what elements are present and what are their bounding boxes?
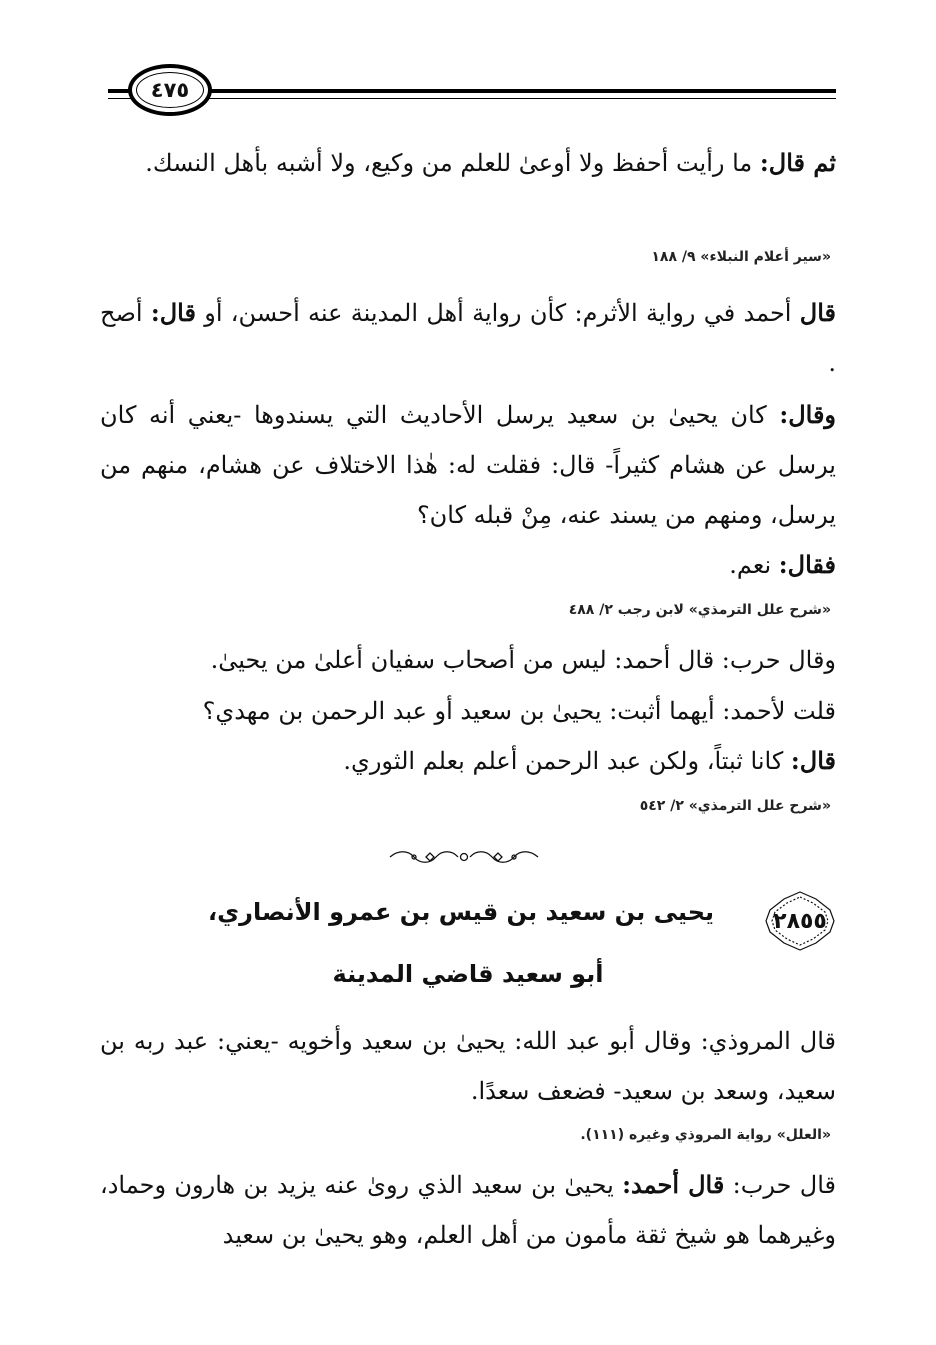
paragraph-text: قال حرب:	[724, 1171, 836, 1199]
page-number-frame	[128, 64, 212, 116]
reference-3: «شرح علل الترمذي» ٢/ ٥٤٢	[639, 798, 831, 814]
paragraph-text: يحيىٰ بن سعيد الذي روىٰ عنه يزيد بن هارون وحماد، وغيرهما هو شيخ ثقة مأمون من أهل العلم، وهو يحيىٰ بن سعيد	[100, 1171, 836, 1249]
paragraph-1	[100, 138, 836, 188]
header-rule-thick	[108, 89, 836, 93]
paragraph-9	[100, 1160, 836, 1260]
paragraph-text: أحمد في رواية الأثرم: كأن رواية أهل المدينة عنه أحسن، أو	[195, 299, 800, 327]
speaker-label: ثم قال:	[759, 148, 836, 177]
paragraph-text: أصح .	[100, 299, 836, 377]
header-rule-thin	[108, 98, 836, 99]
entry-title: يحيى بن سعيد بن قيس بن عمرو الأنصاري،	[208, 898, 714, 926]
reference-1: «سير أعلام النبلاء» ٩/ ١٨٨	[651, 249, 831, 265]
paragraph-3	[100, 390, 836, 540]
paragraph-text: قلت لأحمد: أيهما أثبت: يحيىٰ بن سعيد أو عبد الرحمن بن مهدي؟	[202, 697, 836, 725]
paragraph-text: كان يحيىٰ بن سعيد يرسل الأحاديث التي يسندوها -يعني أنه كان يرسل عن هشام كثيراً- قال: فقلت له: هٰذا الاختلاف عن هشام، منهم من يرسل، ومنهم من يسند عنه، مِنْ قبله كان؟	[100, 401, 836, 529]
paragraph-text: كانا ثبتاً، ولكن عبد الرحمن أعلم بعلم الثوري.	[343, 747, 791, 775]
speaker-label: قال:	[150, 298, 196, 327]
speaker-label: قال أحمد:	[622, 1170, 725, 1199]
paragraph-8	[100, 1016, 836, 1116]
paragraph-text: وقال حرب: قال أحمد: ليس من أصحاب سفيان أعلىٰ من يحيىٰ.	[210, 646, 836, 674]
reference-4: «العلل» رواية المروذي وغيره (١١١).	[580, 1127, 831, 1143]
paragraph-text: قال المروذي: وقال أبو عبد الله: يحيىٰ بن سعيد وأخويه -يعني: عبد ربه بن سعيد، وسعد بن سعيد- فضعف سعدًا.	[100, 1027, 836, 1105]
paragraph-7	[100, 736, 836, 786]
entry-number: ٢٨٥٥	[773, 908, 827, 934]
speaker-label: وقال:	[779, 400, 836, 429]
paragraph-4	[100, 540, 836, 590]
reference-2: «شرح علل الترمذي» لابن رجب ٢/ ٤٨٨	[568, 602, 831, 618]
speaker-label: قال	[799, 298, 836, 327]
section-divider-ornament	[386, 848, 542, 866]
entry-subtitle: أبو سعيد قاضي المدينة	[332, 960, 604, 988]
paragraph-text: نعم.	[729, 551, 779, 579]
paragraph-6	[100, 686, 836, 736]
speaker-label: قال:	[790, 746, 836, 775]
speaker-label: فقال:	[778, 550, 836, 579]
paragraph-text: ما رأيت أحفظ ولا أوعىٰ للعلم من وكيع، ولا أشبه بأهل النسك.	[145, 149, 760, 177]
paragraph-5	[100, 635, 836, 685]
paragraph-2	[100, 288, 836, 388]
page-number: ٤٧٥	[150, 78, 190, 102]
